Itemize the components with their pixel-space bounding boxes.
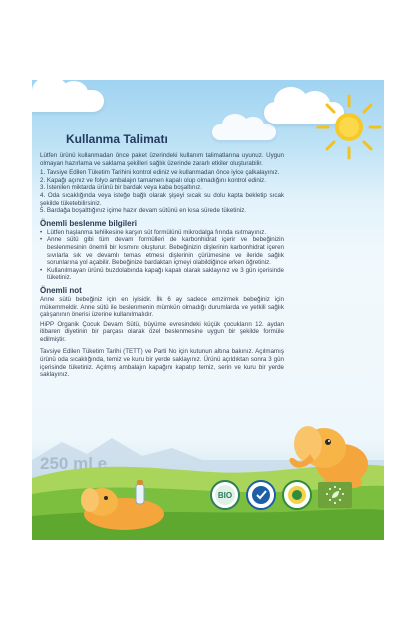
instructions-text <box>40 152 284 381</box>
bullet-item: • Anne sütü gibi tüm devam formülleri de karbonhidrat içerir ve bebeğinizin beslenmesinin önemli bir kısmını oluşturur. Bebeğinizin dişlerinin karbonhidrat içeren sıvılarla sık ve devamlı temas etmesi dişlerinin çürümesine ve ileride sağlık sorunlarına yol açabilir. Bebeğinize bardaktan içmeyi olabildiğince erken öğretiniz. <box>40 236 284 266</box>
eu-organic-leaf-icon <box>318 482 352 508</box>
note-paragraph: HiPP Organik Çocuk Devam Sütü, büyüme evresindeki küçük çocukların 12. aydan itibaren diyetinin bir parçası olarak özel beslenmesine uygun bir şekilde formüle edilmiştir. <box>40 320 284 343</box>
important-info-list <box>40 229 284 282</box>
page-title: Kullanma Talimatı <box>66 132 168 146</box>
important-info-heading: Önemli beslenme bilgileri <box>40 218 137 228</box>
step-item: 2. Kapağı açınız ve folyo ambalajın tamamen kapalı olup olmadığını kontrol ediniz. <box>40 176 266 184</box>
lying-elephant-icon <box>78 478 170 534</box>
step-item: 1. Tavsiye Edilen Tüketim Tarihini kontrol ediniz ve kullanmadan önce iyice çalkalayınız. <box>40 169 280 177</box>
cloud-small <box>212 124 276 140</box>
bullet-item: • Lütfen haşlanma tehlikesine karşın süt formülünü mikrodalga fırında ısıtmayınız. <box>40 229 284 237</box>
intro-paragraph: Lütfen ürünü kullanmadan önce paket üzerindeki kullanım talimatlarına uyunuz. Uygun olmayan hazırlama ve saklama şekilleri sağlık üzerinde zararlı etkiler oluşturabilir. <box>40 152 284 167</box>
step-item: 5. Bardağa boşalttığınız içime hazır devam sütünü en kısa sürede tüketiniz. <box>40 207 247 215</box>
bullet-item: • Kullanılmayan ürünü buzdolabında kapağı kapalı olarak saklayınız ve 3 gün içerisinde tüketiniz. <box>40 267 284 282</box>
important-note-heading: Önemli not <box>40 285 82 295</box>
sun-icon <box>316 94 382 160</box>
step-item: 3. İstenilen miktarda ürünü bir bardak veya kaba boşaltınız. <box>40 184 202 192</box>
cloud-left <box>32 90 104 112</box>
step-item: 4. Oda sıcaklığında veya isteğe bağlı olarak şişeyi sıcak su dolu kapta bekletip sıcak şekilde tüketebilirsiniz. <box>40 191 284 207</box>
note-paragraph: Anne sütü bebeğiniz için en iyisidir. İlk 6 ay sadece emzirmek bebeğiniz için mükemmeldir. Anne sütü ile beslenmenin mümkün olmadığı durumlarda ve yetkili sağlık çalışanının önerisi üzerine kullanılmalıdır. <box>40 295 284 319</box>
bio-badge-icon <box>210 480 240 510</box>
bio-badge-label: BIO <box>217 491 233 500</box>
organic-guarantee-badge-icon <box>282 480 312 510</box>
halal-badge-icon <box>246 480 276 510</box>
steps-list <box>40 169 284 215</box>
product-label-panel <box>32 80 384 540</box>
note-paragraph: Tavsiye Edilen Tüketim Tarihi (TETT) ve Parti No için kutunun altına bakınız. Açılmamış ürünü oda sıcaklığında, temiz ve kuru bir yerde saklayınız. Ürünü açıldıktan sonra 3 gün içerisinde tüketiniz. Açılmış ambalajın kapağını kapatıp temiz, serin ve kuru bir yerde saklayınız. <box>40 348 284 379</box>
